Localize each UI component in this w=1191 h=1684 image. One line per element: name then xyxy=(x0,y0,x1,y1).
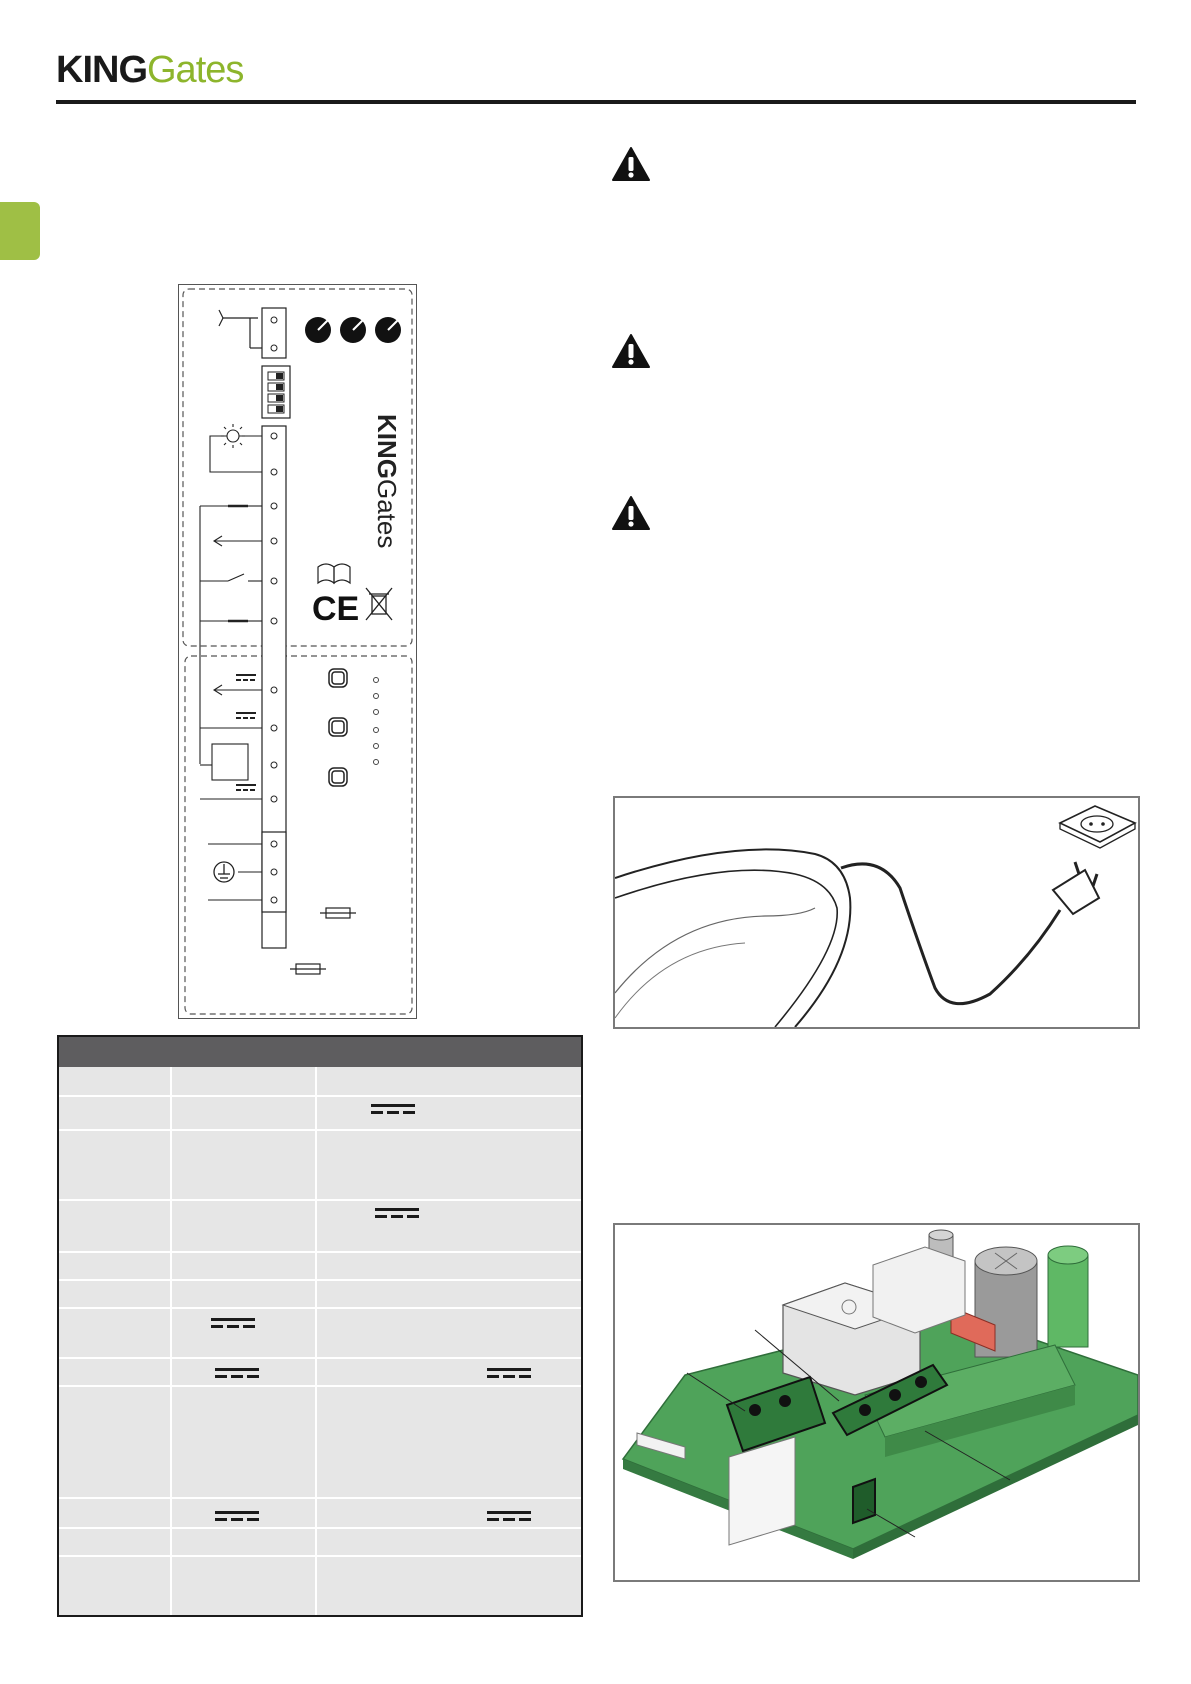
svg-text:KINGGates xyxy=(372,414,402,548)
table-row xyxy=(59,1129,581,1131)
table-header xyxy=(59,1037,581,1067)
label-logo-light: Gates xyxy=(372,479,402,549)
dc-symbol-icon xyxy=(487,1368,531,1380)
plug-icon xyxy=(1053,862,1099,914)
table-row xyxy=(59,1497,581,1499)
ground-icon xyxy=(214,862,234,882)
table-row xyxy=(59,1385,581,1387)
leds xyxy=(374,678,379,765)
dc-symbol-icon xyxy=(371,1104,415,1116)
dc-symbol-icon xyxy=(487,1511,531,1523)
table-row xyxy=(59,1251,581,1253)
warning-icon xyxy=(611,146,651,182)
dc-symbol-icon xyxy=(215,1368,259,1380)
ce-mark-icon: CE xyxy=(312,590,360,628)
warning-icon xyxy=(611,495,651,531)
table-row xyxy=(59,1279,581,1281)
warning-icon xyxy=(611,333,651,369)
manual-book-icon xyxy=(318,564,350,583)
wall-socket-icon xyxy=(1060,806,1135,848)
relay xyxy=(873,1247,965,1333)
dc-symbol-icon xyxy=(375,1208,419,1220)
terminal-block-antenna xyxy=(262,308,286,358)
table-row xyxy=(59,1307,581,1309)
trimmer-icon xyxy=(305,317,401,343)
table-column-divider xyxy=(315,1067,317,1615)
table-row xyxy=(59,1095,581,1097)
input-contacts xyxy=(200,506,262,799)
table-column-divider xyxy=(170,1067,172,1615)
table-row xyxy=(59,1555,581,1557)
table-row xyxy=(59,1527,581,1529)
green-capacitor xyxy=(1048,1246,1088,1347)
circuit-board-illustration xyxy=(615,1225,1138,1580)
dip-switch xyxy=(262,366,290,418)
specifications-table xyxy=(57,1035,583,1617)
dc-symbol-icon xyxy=(236,674,256,791)
brand-logo xyxy=(56,48,243,92)
logo-light-text: Gates xyxy=(147,49,244,91)
table-row xyxy=(59,1199,581,1201)
label-logo xyxy=(372,414,402,548)
weee-bin-icon xyxy=(366,588,392,620)
wiring-diagram xyxy=(178,284,418,1020)
terminal-block-power xyxy=(208,832,286,912)
figure-power-plug xyxy=(613,796,1140,1029)
lamp-icon xyxy=(210,424,262,472)
header-rule xyxy=(56,100,1136,104)
table-row xyxy=(59,1357,581,1359)
power-plug-illustration xyxy=(615,798,1138,1027)
dc-symbol-icon xyxy=(211,1318,255,1330)
buttons xyxy=(329,669,347,786)
dc-symbol-icon xyxy=(215,1511,259,1523)
logo-bold-text: KING xyxy=(56,49,147,91)
label-logo-bold: KING xyxy=(372,414,402,479)
figure-circuit-board xyxy=(613,1223,1140,1582)
fuse-icon xyxy=(290,908,356,974)
language-side-tab xyxy=(0,202,40,260)
antenna-icon xyxy=(219,310,262,348)
